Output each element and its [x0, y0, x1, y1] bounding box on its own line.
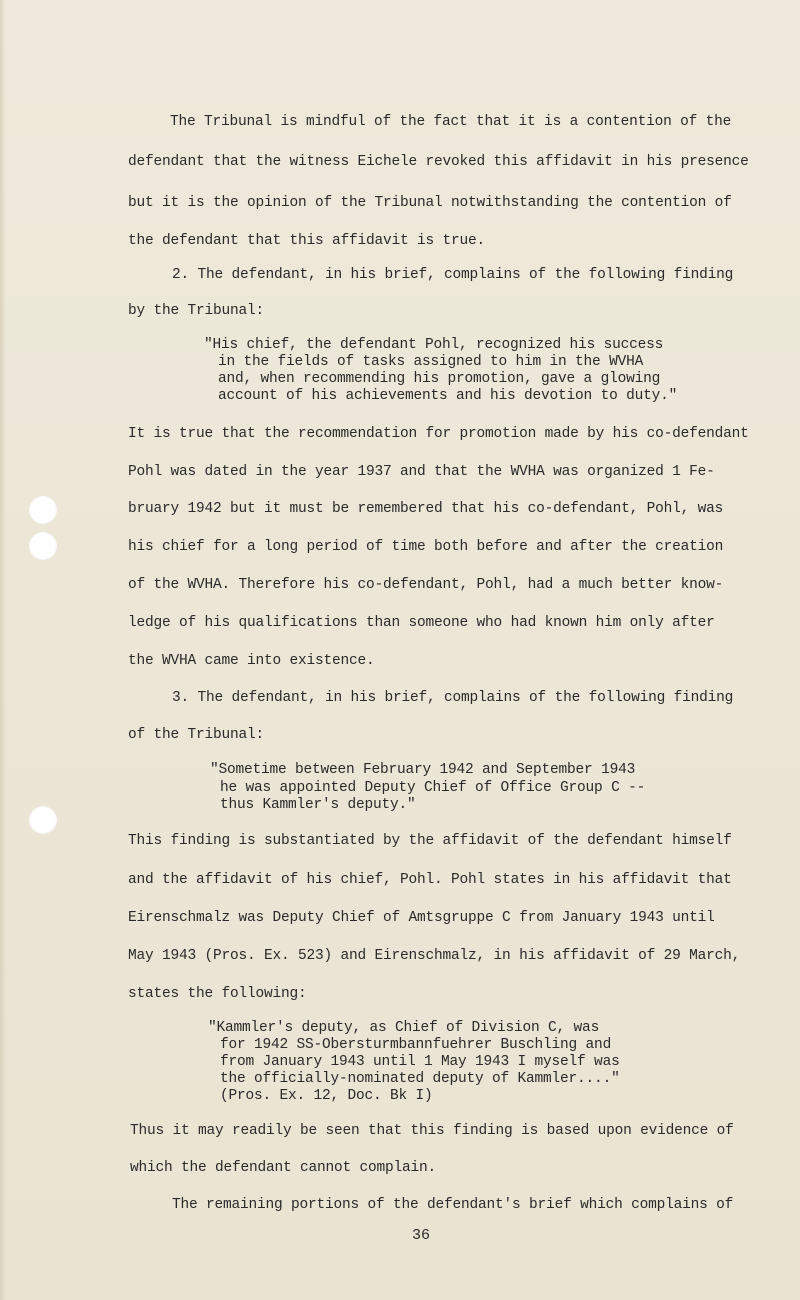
- paragraph1-line-1: The Tribunal is mindful of the fact that it is a contention of the: [170, 114, 732, 130]
- quote1-line-3: and, when recommending his promotion, gave a glowing: [218, 371, 661, 387]
- paragraph3-body-line-3: Eirenschmalz was Deputy Chief of Amtsgruppe C from January 1943 until: [128, 910, 715, 926]
- quote3-line-1: "Kammler's deputy, as Chief of Division C, was: [208, 1020, 600, 1036]
- paragraph1-line-4: the defendant that this affidavit is true.: [128, 233, 486, 249]
- paragraph4-line-2: which the defendant cannot complain.: [130, 1160, 437, 1176]
- punch-hole-1: [29, 496, 57, 524]
- page-number: 36: [412, 1227, 431, 1244]
- quote3-line-2: for 1942 SS-Obersturmbannfuehrer Buschling and: [220, 1037, 612, 1053]
- quote2-line-3: thus Kammler's deputy.": [220, 797, 416, 813]
- paragraph2-intro-line-2: by the Tribunal:: [128, 303, 265, 319]
- paragraph5-line-1: The remaining portions of the defendant's brief which complains of: [172, 1197, 734, 1213]
- paragraph1-line-2: defendant that the witness Eichele revoked this affidavit in his presence: [128, 154, 749, 170]
- paragraph3-body-line-1: This finding is substantiated by the affidavit of the defendant himself: [128, 833, 732, 849]
- paragraph2-body-line-7: the WVHA came into existence.: [128, 653, 375, 669]
- quote2-line-2: he was appointed Deputy Chief of Office Group C --: [220, 780, 646, 796]
- paragraph2-body-line-6: ledge of his qualifications than someone who had known him only after: [128, 615, 715, 631]
- paragraph2-body-line-5: of the WVHA. Therefore his co-defendant, Pohl, had a much better know-: [128, 577, 724, 593]
- quote1-line-2: in the fields of tasks assigned to him in the WVHA: [218, 354, 644, 370]
- paragraph3-body-line-5: states the following:: [128, 986, 307, 1002]
- quote3-line-4: the officially-nominated deputy of Kammler....": [220, 1071, 620, 1087]
- quote3-line-5: (Pros. Ex. 12, Doc. Bk I): [220, 1088, 433, 1104]
- paragraph3-body-line-2: and the affidavit of his chief, Pohl. Pohl states in his affidavit that: [128, 872, 732, 888]
- paragraph2-body-line-4: his chief for a long period of time both before and after the creation: [128, 539, 724, 555]
- quote3-line-3: from January 1943 until 1 May 1943 I myself was: [220, 1054, 620, 1070]
- quote2-line-1: "Sometime between February 1942 and September 1943: [210, 762, 636, 778]
- quote1-line-1: "His chief, the defendant Pohl, recognized his success: [204, 337, 664, 353]
- punch-hole-3: [29, 806, 57, 834]
- paragraph2-body-line-1: It is true that the recommendation for promotion made by his co-defendant: [128, 426, 749, 442]
- punch-hole-2: [29, 532, 57, 560]
- paragraph2-body-line-3: bruary 1942 but it must be remembered that his co-defendant, Pohl, was: [128, 501, 724, 517]
- paragraph2-body-line-2: Pohl was dated in the year 1937 and that the WVHA was organized 1 Fe-: [128, 464, 715, 480]
- paragraph2-intro-line-1: 2. The defendant, in his brief, complains of the following finding: [172, 267, 734, 283]
- paragraph4-line-1: Thus it may readily be seen that this finding is based upon evidence of: [130, 1123, 734, 1139]
- paragraph3-body-line-4: May 1943 (Pros. Ex. 523) and Eirenschmalz, in his affidavit of 29 March,: [128, 948, 741, 964]
- paragraph3-intro-line-2: of the Tribunal:: [128, 727, 265, 743]
- paragraph3-intro-line-1: 3. The defendant, in his brief, complains of the following finding: [172, 690, 734, 706]
- page-edge-shadow: [0, 0, 6, 1300]
- paragraph1-line-3: but it is the opinion of the Tribunal notwithstanding the contention of: [128, 195, 732, 211]
- quote1-line-4: account of his achievements and his devotion to duty.": [218, 388, 678, 404]
